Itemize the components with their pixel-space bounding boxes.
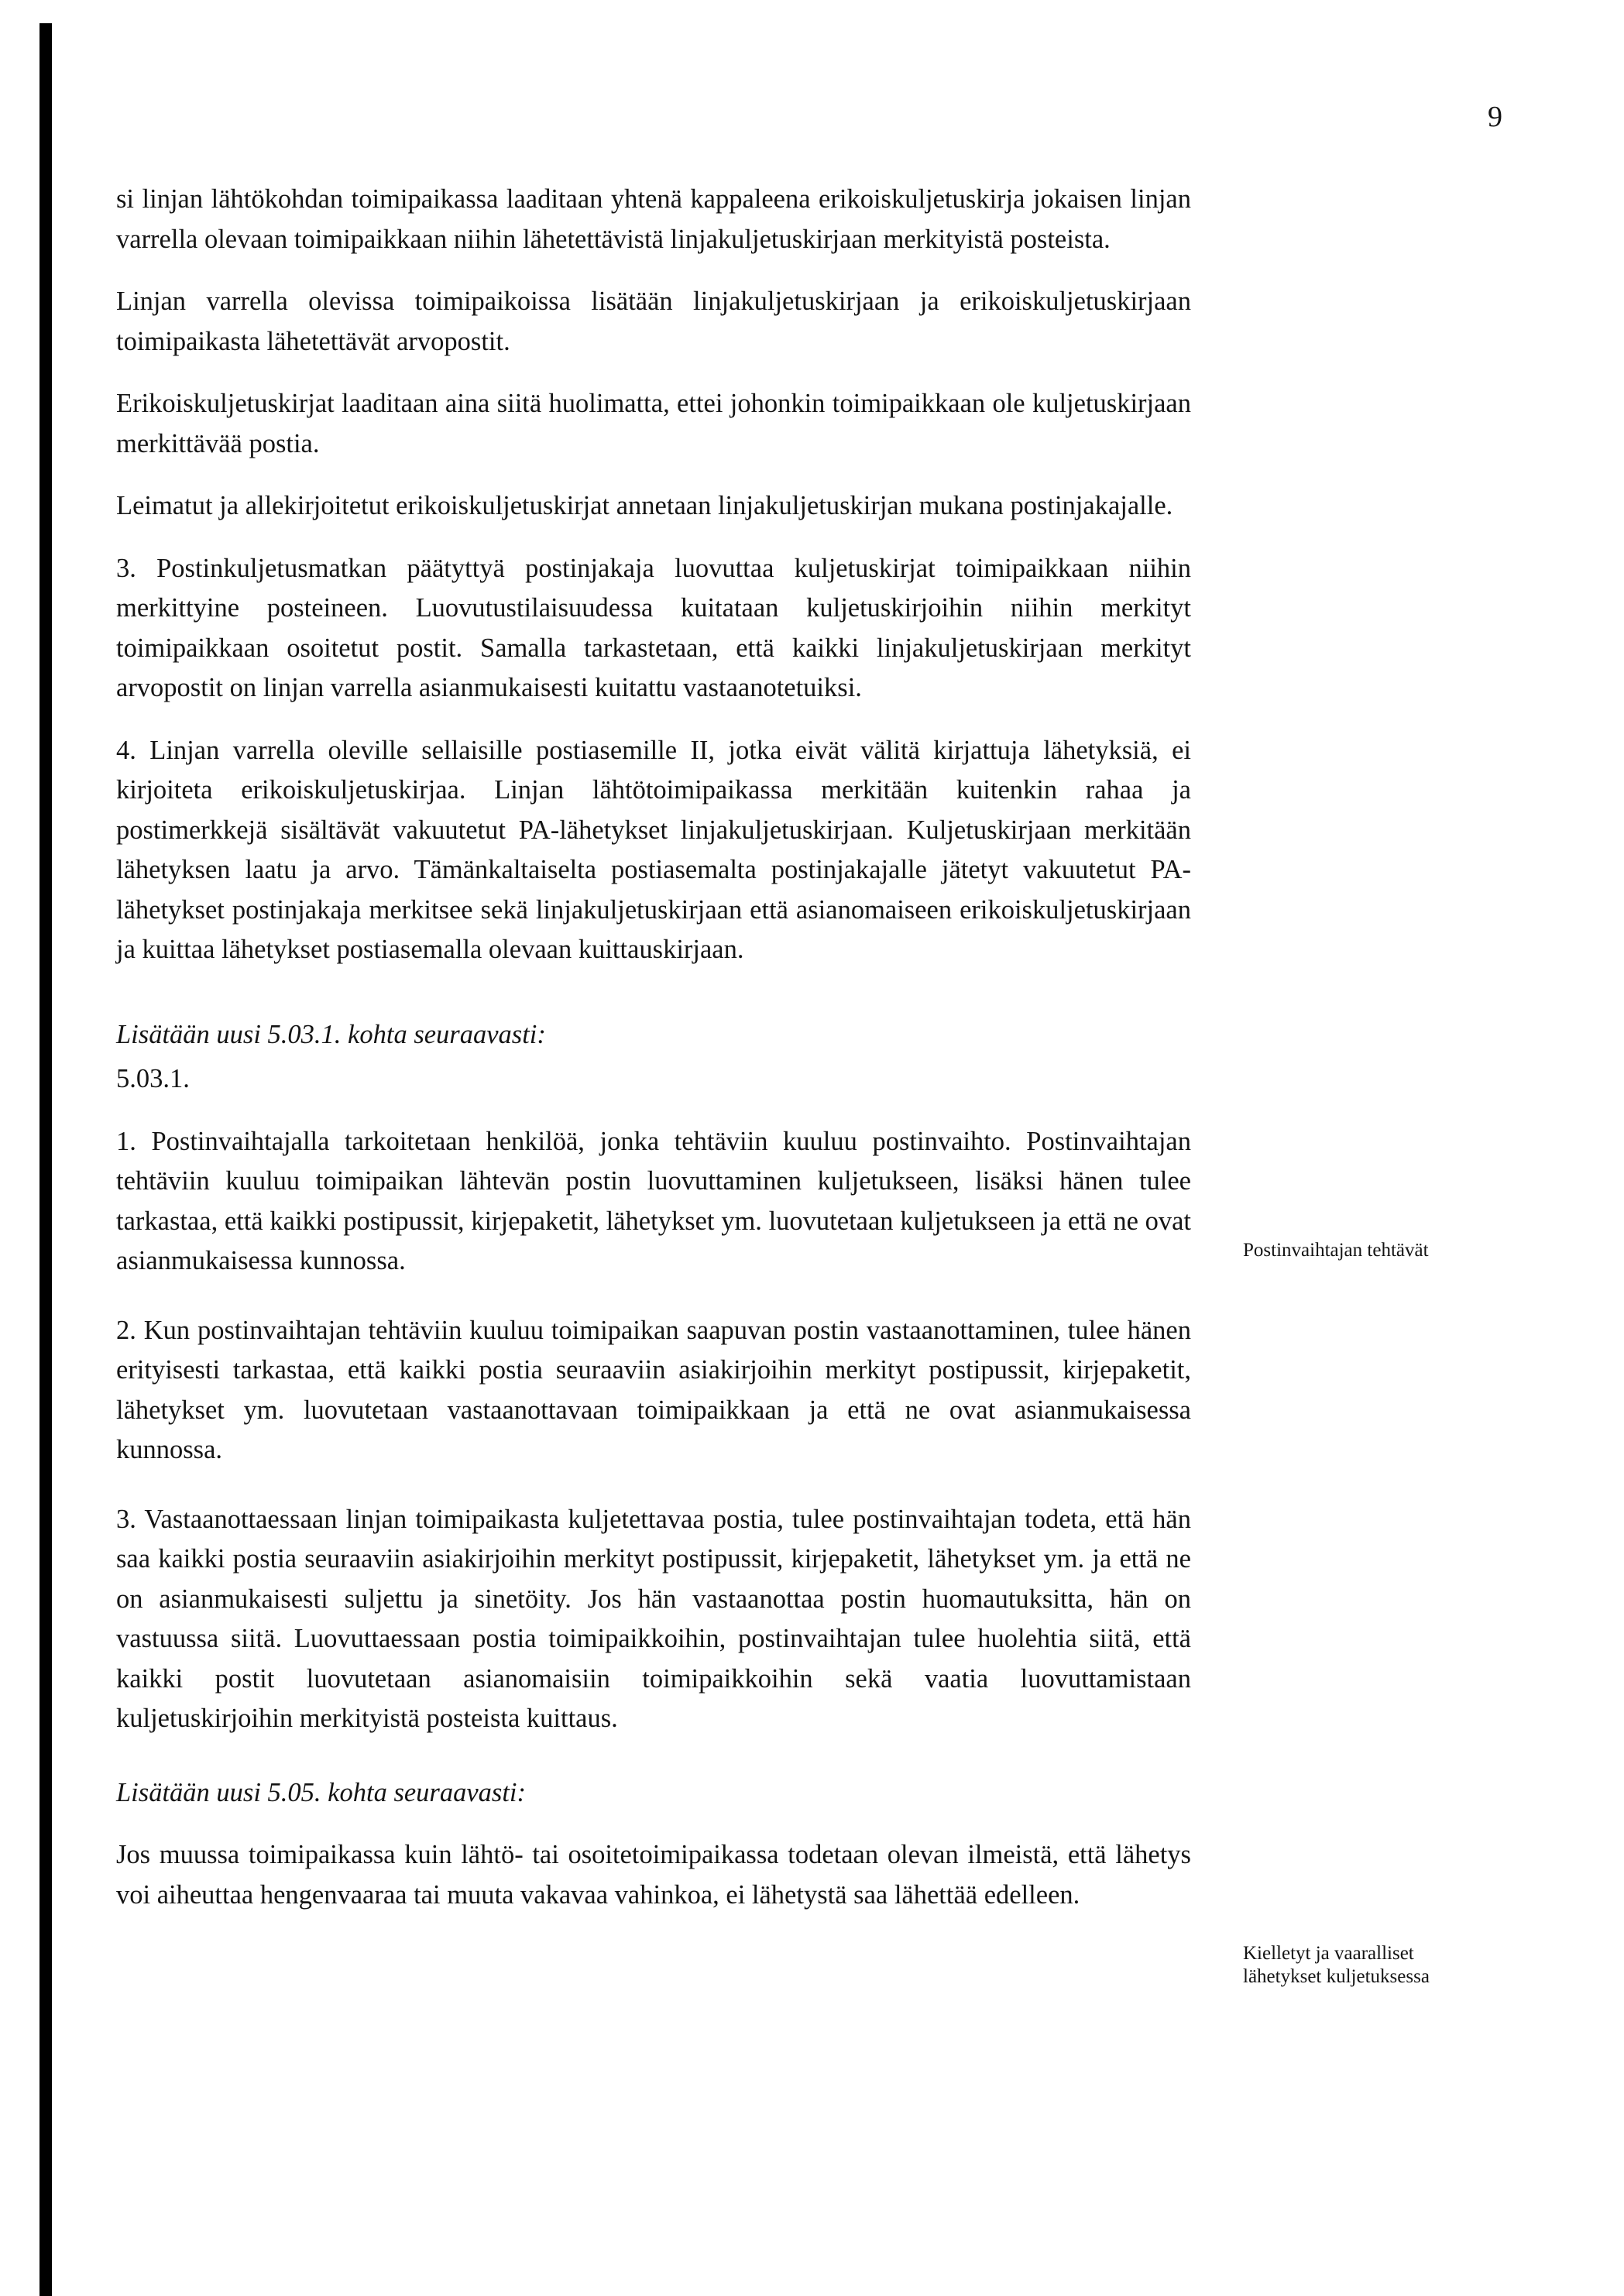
paragraph-stamped-waybills: Leimatut ja allekirjoitetut erikoiskuljetuskirjat annetaan linjakuljetuskirjan mukana postinjakajalle. — [116, 491, 1173, 520]
paragraph-continuation: si linjan lähtökohdan toimipaikassa laaditaan yhtenä kappaleena erikoiskuljetuskirja jokaisen linjan varrella olevaan toimipaikkaan niihin lähetettävistä linjakuljetuskirjaan merkityistä posteista. — [116, 184, 1191, 254]
scan-edge-bar — [39, 23, 52, 2296]
margin-note-exchanger-duties: Postinvaihtajan tehtävät — [1243, 1240, 1429, 1261]
section-heading-5-03-1: Lisätään uusi 5.03.1. kohta seuraavasti: — [116, 1019, 546, 1049]
main-text-column — [116, 180, 1191, 1915]
section-heading-5-05: Lisätään uusi 5.05. kohta seuraavasti: — [116, 1777, 527, 1807]
section-number: 5.03.1. — [116, 1064, 190, 1093]
paragraph-section-item-3: 3. Vastaanottaessaan linjan toimipaikasta kuljetettavaa postia, tulee postinvaihtajan todeta, että hän saa kaikki postia seuraaviin asiakirjoihin merkityt postipussit, kirjepaketit, lähetykset ym. ja että ne on asianmukaisesti suljettu ja sinetöity. Jos hän vastaanottaa postin huomautuksitta, hän on vastuussa siitä. Luovuttaessaan postia toimipaikkoihin, postinvaihtajan tulee huolehtia siitä, että kaikki postit luovutetaan asianomaisiin toimipaikkoihin sekä vaatia luovuttamistaan kuljetuskirjoihin merkityistä posteista kuittaus. — [116, 1504, 1191, 1733]
page-number: 9 — [1488, 101, 1502, 133]
paragraph-section-item-2: 2. Kun postinvaihtajan tehtäviin kuuluu toimipaikan saapuvan postin vastaanottaminen, tulee hänen erityisesti tarkastaa, että kaikki postia seuraaviin asiakirjoihin merkityt postipussit, kirjepaketit, lähetykset ym. luovutetaan vastaanottavaan toimipaikkaan ja että ne ovat asianmukaisessa kunnossa. — [116, 1315, 1191, 1464]
paragraph-item-3: 3. Postinkuljetusmatkan päätyttyä postinjakaja luovuttaa kuljetuskirjat toimipaikkaan niihin merkittyine posteineen. Luovutustilaisuudessa kuitataan kuljetuskirjoihin niihin merkityt toimipaikkaan osoitetut postit. Samalla tarkastetaan, että kaikki linjakuljetuskirjaan merkityt arvopostit on linjan varrella asianmukaisesti kuitattu vastaanotetuiksi. — [116, 553, 1191, 702]
paragraph-section-item-1: 1. Postinvaihtajalla tarkoitetaan henkilöä, jonka tehtäviin kuuluu postinvaihto. Postinvaihtajan tehtäviin kuuluu toimipaikan lähtevän postin luovuttaminen kuljetukseen, lisäksi hänen tulee tarkastaa, että kaikki postipussit, kirjepaketit, lähetykset ym. luovutetaan kuljetukseen ja että ne ovat asianmukaisessa kunnossa. — [116, 1126, 1191, 1275]
paragraph-dangerous-items: Jos muussa toimipaikassa kuin lähtö- tai osoitetoimipaikassa todetaan olevan ilmeistä, että lähetys voi aiheuttaa hengenvaaraa tai muuta vakavaa vahinkoa, ei lähetystä saa lähettää edelleen. — [116, 1840, 1191, 1910]
margin-note-prohibited-items: Kielletyt ja vaaralliset lähetykset kuljetuksessa — [1243, 1943, 1430, 1987]
paragraph-special-waybills: Erikoiskuljetuskirjat laaditaan aina siitä huolimatta, ettei johonkin toimipaikkaan ole kuljetuskirjaan merkittävää postia. — [116, 389, 1191, 458]
paragraph-line-post-additions: Linjan varrella olevissa toimipaikoissa lisätään linjakuljetuskirjaan ja erikoiskuljetuskirjaan toimipaikasta lähetettävät arvopostit. — [116, 287, 1191, 356]
paragraph-item-4: 4. Linjan varrella oleville sellaisille postiasemille II, jotka eivät välitä kirjattuja lähetyksiä, ei kirjoiteta erikoiskuljetuskirjaa. Linjan lähtötoimipaikassa merkitään kuitenkin rahaa ja postimerkkejä sisältävät vakuutetut PA-lähetykset linjakuljetuskirjaan. Kuljetuskirjaan merkitään lähetyksen laatu ja arvo. Tämänkaltaiselta postiasemalta postinjakajalle jätetyt vakuutetut PA-lähetykset postinjakaja merkitsee sekä linjakuljetuskirjaan että asianomaiseen erikoiskuljetuskirjaan ja kuittaa lähetykset postiasemalla olevaan kuittauskirjaan. — [116, 735, 1191, 964]
